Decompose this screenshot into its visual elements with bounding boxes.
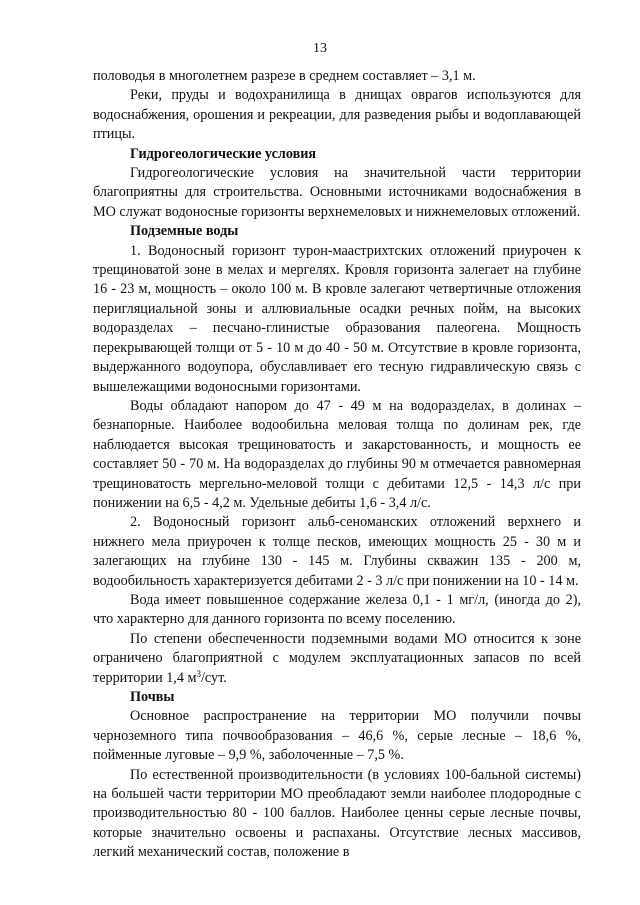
paragraph-soils: Основное распространение на территории МО получили почвы черноземного типа почвообразования – 46,6 %, серые лесные – 18,6 %, пойменные луговые – 9,9 %, заболоченные – 7,5 %. bbox=[93, 708, 581, 764]
page-body bbox=[93, 67, 581, 863]
heading-soils: Почвы bbox=[130, 689, 175, 705]
paragraph-rivers-ponds: Реки, пруды и водохранилища в днищах оврагов используются для водоснабжения, орошения и рекреации, для разведения рыбы и водоплавающей птицы. bbox=[93, 87, 581, 143]
heading-hydrogeology: Гидрогеологические условия bbox=[130, 145, 317, 162]
paragraph-pressure: Воды обладают напором до 47 - 49 м на водоразделах, в долинах – безнапорные. Наиболее водообильна меловая толща по долинам рек, где наблюдается высокая трещиноватость и закарстованность, и мощность ее составляет 50 - 70 м. На водоразделах до глубины 90 м отмечается равномерная трещиноватость мергельно-меловой толщи с дебитами 12,5 - 14,3 л/с при понижении на 6,5 - 4,2 м. Удельные дебиты 1,6 - 3,4 л/с. bbox=[93, 397, 581, 511]
paragraph-aquifer-1: 1. Водоносный горизонт турон-маастрихтских отложений приурочен к трещиноватой зоне в мелах и мергелях. Кровля горизонта залегает на глубине 16 - 23 м, мощность – около 100 м. В кровле залегают четвертичные отложения перигляциальной зоны и аллювиальные осадки речных пойм, на высоких водоразделах – песчано-глинистые образования палеогена. Мощность перекрывающей толщи от 5 - 10 м до 40 - 50 м. Отсутствие в кровле горизонта, выдержанного водоупора, обуславливает его тесную гидравлическую связь с вышележащими водоносными горизонтами. bbox=[93, 242, 581, 395]
paragraph-continuation: половодья в многолетнем разрезе в среднем составляет – 3,1 м. bbox=[93, 68, 476, 84]
paragraph-aquifer-2: 2. Водоносный горизонт альб-сеноманских отложений верхнего и нижнего мела приурочен к толще песков, имеющих мощность 25 - 30 м и залегающих на глубине 130 - 145 м. Глубины скважин 135 - 200 м, водообильность характеризуется дебитами 2 - 3 л/с при понижении на 10 - 14 м. bbox=[93, 514, 581, 589]
water-supply-text: По степени обеспеченности подземными водами МО относится к зоне ограничено благоприятной с модулем эксплуатационных запасов по всей территории 1,4 м bbox=[93, 630, 581, 686]
paragraph-hydrogeology: Гидрогеологические условия на значительной части территории благоприятны для строительства. Основными источниками водоснабжения в МО служат водоносные горизонты верхнемеловых и нижнемеловых отложений. bbox=[93, 165, 581, 220]
paragraph-productivity: По естественной производительности (в условиях 100-бальной системы) на большей части территории МО преобладают земли наиболее плодородные с производительностью 80 - 100 баллов. Наиболее ценны серые лесные почвы, которые значительно освоены и распаханы. Отсутствие лесных массивов, легкий механический состав, положение в bbox=[93, 766, 581, 861]
page-number: 13 bbox=[313, 41, 327, 56]
paragraph-water-supply bbox=[93, 630, 581, 688]
cubic-superscript: 3 bbox=[196, 668, 201, 679]
paragraph-iron-content: Вода имеет повышенное содержание железа 0,1 - 1 мг/л, (иногда до 2), что характерно для данного горизонта по всему поселению. bbox=[93, 591, 581, 628]
heading-groundwater: Подземные воды bbox=[130, 223, 239, 240]
water-supply-unit: /сут. bbox=[200, 669, 227, 686]
